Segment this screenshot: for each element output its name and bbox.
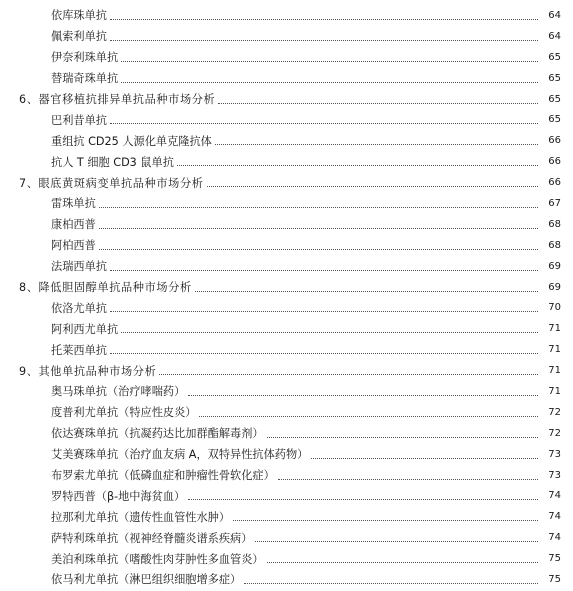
toc-entry[interactable] <box>0 297 573 318</box>
toc-entry-title: 佩索利单抗 <box>51 28 110 44</box>
toc-entry[interactable] <box>0 68 573 89</box>
toc-entry-page: 74 <box>541 532 573 543</box>
toc-entry-title: 拉那利尤单抗（遗传性血管性水肿） <box>51 509 233 525</box>
toc-entry-title: 伊奈利珠单抗 <box>51 49 121 65</box>
toc-entry-title: 阿柏西普 <box>51 237 99 253</box>
toc-leader-dots <box>121 332 538 333</box>
toc-entry[interactable] <box>0 109 573 130</box>
toc-leader-dots <box>215 144 538 145</box>
toc-entry-title: 替瑞奇珠单抗 <box>51 70 121 86</box>
toc-entry[interactable] <box>0 339 573 360</box>
toc-leader-dots <box>218 103 538 104</box>
toc-entry-title: 艾美赛珠单抗（治疗血友病 A，双特异性抗体药物） <box>51 446 311 462</box>
toc-entry-title: 7、眼底黄斑病变单抗品种市场分析 <box>19 175 207 191</box>
toc-leader-dots <box>121 82 538 83</box>
toc-leader-dots <box>255 541 538 542</box>
toc-entry[interactable] <box>0 381 573 402</box>
toc-entry-title: 美泊利珠单抗（嗜酸性肉芽肿性多血管炎） <box>51 551 267 567</box>
toc-leader-dots <box>195 291 538 292</box>
toc-entry[interactable] <box>0 485 573 506</box>
toc-entry[interactable] <box>0 214 573 235</box>
toc-entry-title: 依达赛珠单抗（抗凝药达比加群酯解毒剂） <box>51 425 267 441</box>
toc-entry[interactable] <box>0 235 573 256</box>
toc-entry-title: 布罗索尤单抗（低磷血症和肿瘤性骨软化症） <box>51 467 278 483</box>
toc-entry-page: 75 <box>541 574 573 585</box>
toc-leader-dots <box>311 458 538 459</box>
toc-leader-dots <box>121 61 538 62</box>
toc-section-heading[interactable] <box>0 277 573 298</box>
toc-section-heading[interactable] <box>0 360 573 381</box>
toc-entry-page: 66 <box>541 135 573 146</box>
toc-section-heading[interactable] <box>0 89 573 110</box>
toc-leader-dots <box>110 19 538 20</box>
toc-entry[interactable] <box>0 527 573 548</box>
toc-entry-title: 8、降低胆固醇单抗品种市场分析 <box>19 279 195 295</box>
toc-section-heading[interactable] <box>0 172 573 193</box>
toc-entry[interactable] <box>0 402 573 423</box>
toc-entry-title: 重组抗 CD25 人源化单克隆抗体 <box>51 133 215 149</box>
toc-leader-dots <box>110 353 538 354</box>
toc-leader-dots <box>199 416 538 417</box>
toc-entry-title: 法瑞西单抗 <box>51 258 110 274</box>
toc-entry-page: 71 <box>541 344 573 355</box>
toc-leader-dots <box>99 228 538 229</box>
toc-leader-dots <box>99 207 538 208</box>
toc-leader-dots <box>110 270 538 271</box>
toc-entry[interactable] <box>0 47 573 68</box>
toc-entry-page: 65 <box>541 94 573 105</box>
toc-entry-page: 73 <box>541 449 573 460</box>
toc-entry-page: 71 <box>541 386 573 397</box>
toc-entry-page: 68 <box>541 219 573 230</box>
toc-entry-page: 66 <box>541 177 573 188</box>
toc-entry-page: 65 <box>541 114 573 125</box>
toc-entry[interactable] <box>0 465 573 486</box>
toc-entry[interactable] <box>0 5 573 26</box>
toc-leader-dots <box>278 479 538 480</box>
toc-leader-dots <box>267 562 538 563</box>
toc-entry-title: 托莱西单抗 <box>51 342 110 358</box>
toc-entry-page: 64 <box>541 31 573 42</box>
toc-entry-page: 71 <box>541 365 573 376</box>
toc-entry-page: 68 <box>541 240 573 251</box>
toc-entry[interactable] <box>0 151 573 172</box>
toc-entry-title: 依马利尤单抗（淋巴组织细胞增多症） <box>51 571 244 587</box>
toc-entry-page: 72 <box>541 428 573 439</box>
toc-entry-title: 阿利西尤单抗 <box>51 321 121 337</box>
toc-entry[interactable] <box>0 193 573 214</box>
toc-entry-page: 74 <box>541 490 573 501</box>
toc-entry-page: 74 <box>541 511 573 522</box>
toc-leader-dots <box>207 186 538 187</box>
toc-entry-title: 萨特利珠单抗（视神经脊髓炎谱系疾病） <box>51 530 255 546</box>
toc-entry-page: 72 <box>541 407 573 418</box>
toc-entry-title: 6、器官移植抗排异单抗品种市场分析 <box>19 91 218 107</box>
toc-entry[interactable] <box>0 256 573 277</box>
toc-entry-title: 罗特西普（β-地中海贫血） <box>51 488 188 504</box>
toc-entry-page: 66 <box>541 156 573 167</box>
toc-leader-dots <box>159 374 538 375</box>
toc-entry-page: 69 <box>541 261 573 272</box>
toc-entry[interactable] <box>0 26 573 47</box>
toc-entry[interactable] <box>0 318 573 339</box>
toc-leader-dots <box>188 395 538 396</box>
toc-entry-title: 9、其他单抗品种市场分析 <box>19 363 159 379</box>
toc-leader-dots <box>110 40 538 41</box>
toc-leader-dots <box>99 249 538 250</box>
toc-entry-title: 奥马珠单抗（治疗哮喘药） <box>51 383 188 399</box>
toc-entry-page: 73 <box>541 470 573 481</box>
toc-entry-page: 67 <box>541 198 573 209</box>
toc-entry-title: 巴利昔单抗 <box>51 112 110 128</box>
toc-entry[interactable] <box>0 548 573 569</box>
toc-entry-title: 度普利尤单抗（特应性皮炎） <box>51 404 199 420</box>
toc-leader-dots <box>188 499 538 500</box>
toc-leader-dots <box>110 311 538 312</box>
table-of-contents <box>0 5 573 590</box>
toc-entry-title: 抗人 T 细胞 CD3 鼠单抗 <box>51 154 177 170</box>
toc-entry-page: 70 <box>541 302 573 313</box>
toc-entry-title: 依库珠单抗 <box>51 7 110 23</box>
toc-entry[interactable] <box>0 423 573 444</box>
toc-entry[interactable] <box>0 130 573 151</box>
toc-entry-title: 雷珠单抗 <box>51 195 99 211</box>
toc-leader-dots <box>267 437 538 438</box>
toc-leader-dots <box>177 165 538 166</box>
toc-entry-page: 64 <box>541 10 573 21</box>
toc-entry[interactable] <box>0 444 573 465</box>
toc-entry-page: 69 <box>541 282 573 293</box>
toc-leader-dots <box>110 123 538 124</box>
toc-entry[interactable] <box>0 569 573 590</box>
toc-entry-page: 75 <box>541 553 573 564</box>
toc-entry-page: 71 <box>541 323 573 334</box>
toc-entry-page: 65 <box>541 73 573 84</box>
toc-entry-page: 65 <box>541 52 573 63</box>
toc-entry[interactable] <box>0 506 573 527</box>
toc-entry-title: 依洛尤单抗 <box>51 300 110 316</box>
toc-entry-title: 康柏西普 <box>51 216 99 232</box>
toc-leader-dots <box>233 520 538 521</box>
toc-leader-dots <box>244 583 538 584</box>
